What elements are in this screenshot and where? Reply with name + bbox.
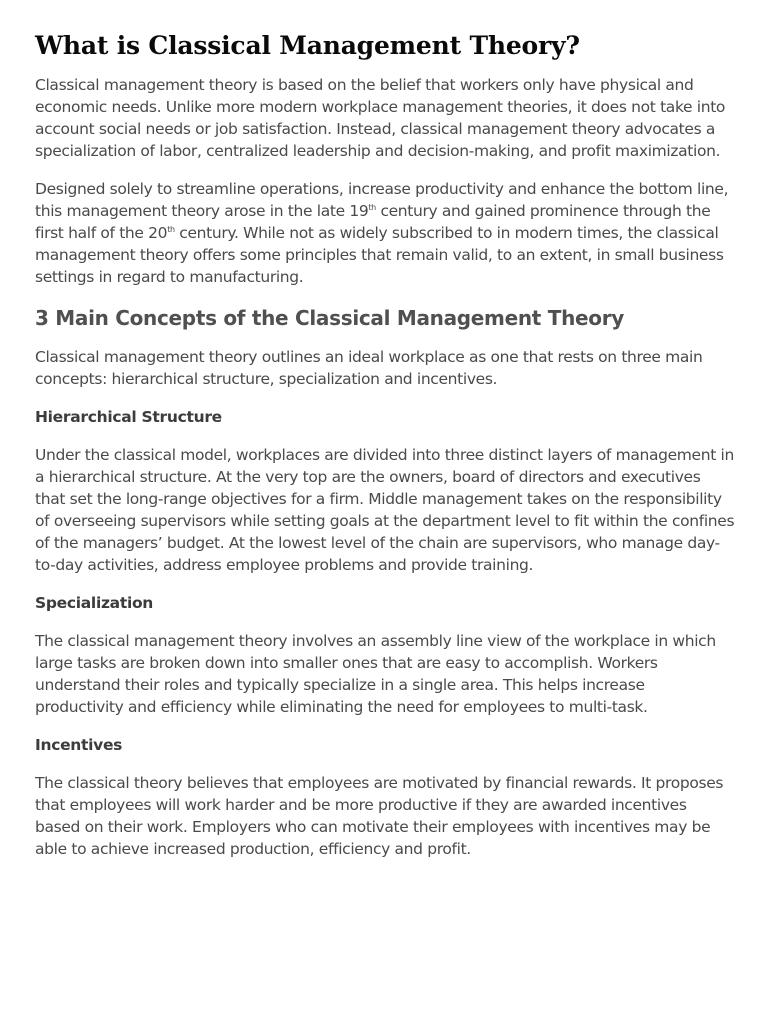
intro-paragraph-1: Classical management theory is based on the belief that workers only have physical and economic needs. Unlike more modern workplace management theories, it does not take into account social needs or job satisfaction. Instead, classical management theory advocates a specialization of labor, centralized leadership and decision-making, and profit maximization. [35,76,726,160]
section-heading: 3 Main Concepts of the Classical Management Theory [35,306,625,330]
concept-body-hierarchical-structure: Under the classical model, workplaces are divided into three distinct layers of management in a hierarchical structure. At the very top are the owners, board of directors and executives that set the long-range objectives for a firm. Middle management takes on the responsibility of overseeing supervisors while setting goals at the department level to fit within the confines of the managers’ budget. At the lowest level of the chain are supervisors, who manage day-to-day activities, address employee problems and provide training. [35,446,735,574]
concept-heading-specialization: Specialization [35,594,154,612]
intro-paragraph-2-part3: century. While not as widely subscribed to in modern times, the classical management theory offers some principles that remain valid, to an extent, in small business settings in regard to manufacturing. [35,224,724,286]
concept-heading-hierarchical-structure: Hierarchical Structure [35,408,222,426]
intro-paragraph-2 [35,178,735,288]
superscript-th-20: th [167,225,175,234]
intro-paragraph-2-part1: Designed solely to streamline operations, increase productivity and enhance the bottom line, this management theory arose in the late 19 [35,180,729,220]
document-page [35,28,735,876]
superscript-th-19: th [368,203,376,212]
intro-paragraph-2-part2: century and gained prominence through the first half of the 20 [35,202,711,242]
section-intro: Classical management theory outlines an ideal workplace as one that rests on three main concepts: hierarchical structure, specialization and incentives. [35,348,703,388]
concept-body-incentives: The classical theory believes that employees are motivated by financial rewards. It proposes that employees will work harder and be more productive if they are awarded incentives based on their work. Employers who can motivate their employees with incentives may be able to achieve increased production, efficiency and profit. [35,774,724,858]
concept-heading-incentives: Incentives [35,736,123,754]
concept-body-specialization: The classical management theory involves an assembly line view of the workplace in which large tasks are broken down into smaller ones that are easy to accomplish. Workers understand their roles and typically specialize in a single area. This helps increase productivity and efficiency while eliminating the need for employees to multi-task. [35,632,716,716]
page-title: What is Classical Management Theory? [35,31,580,60]
